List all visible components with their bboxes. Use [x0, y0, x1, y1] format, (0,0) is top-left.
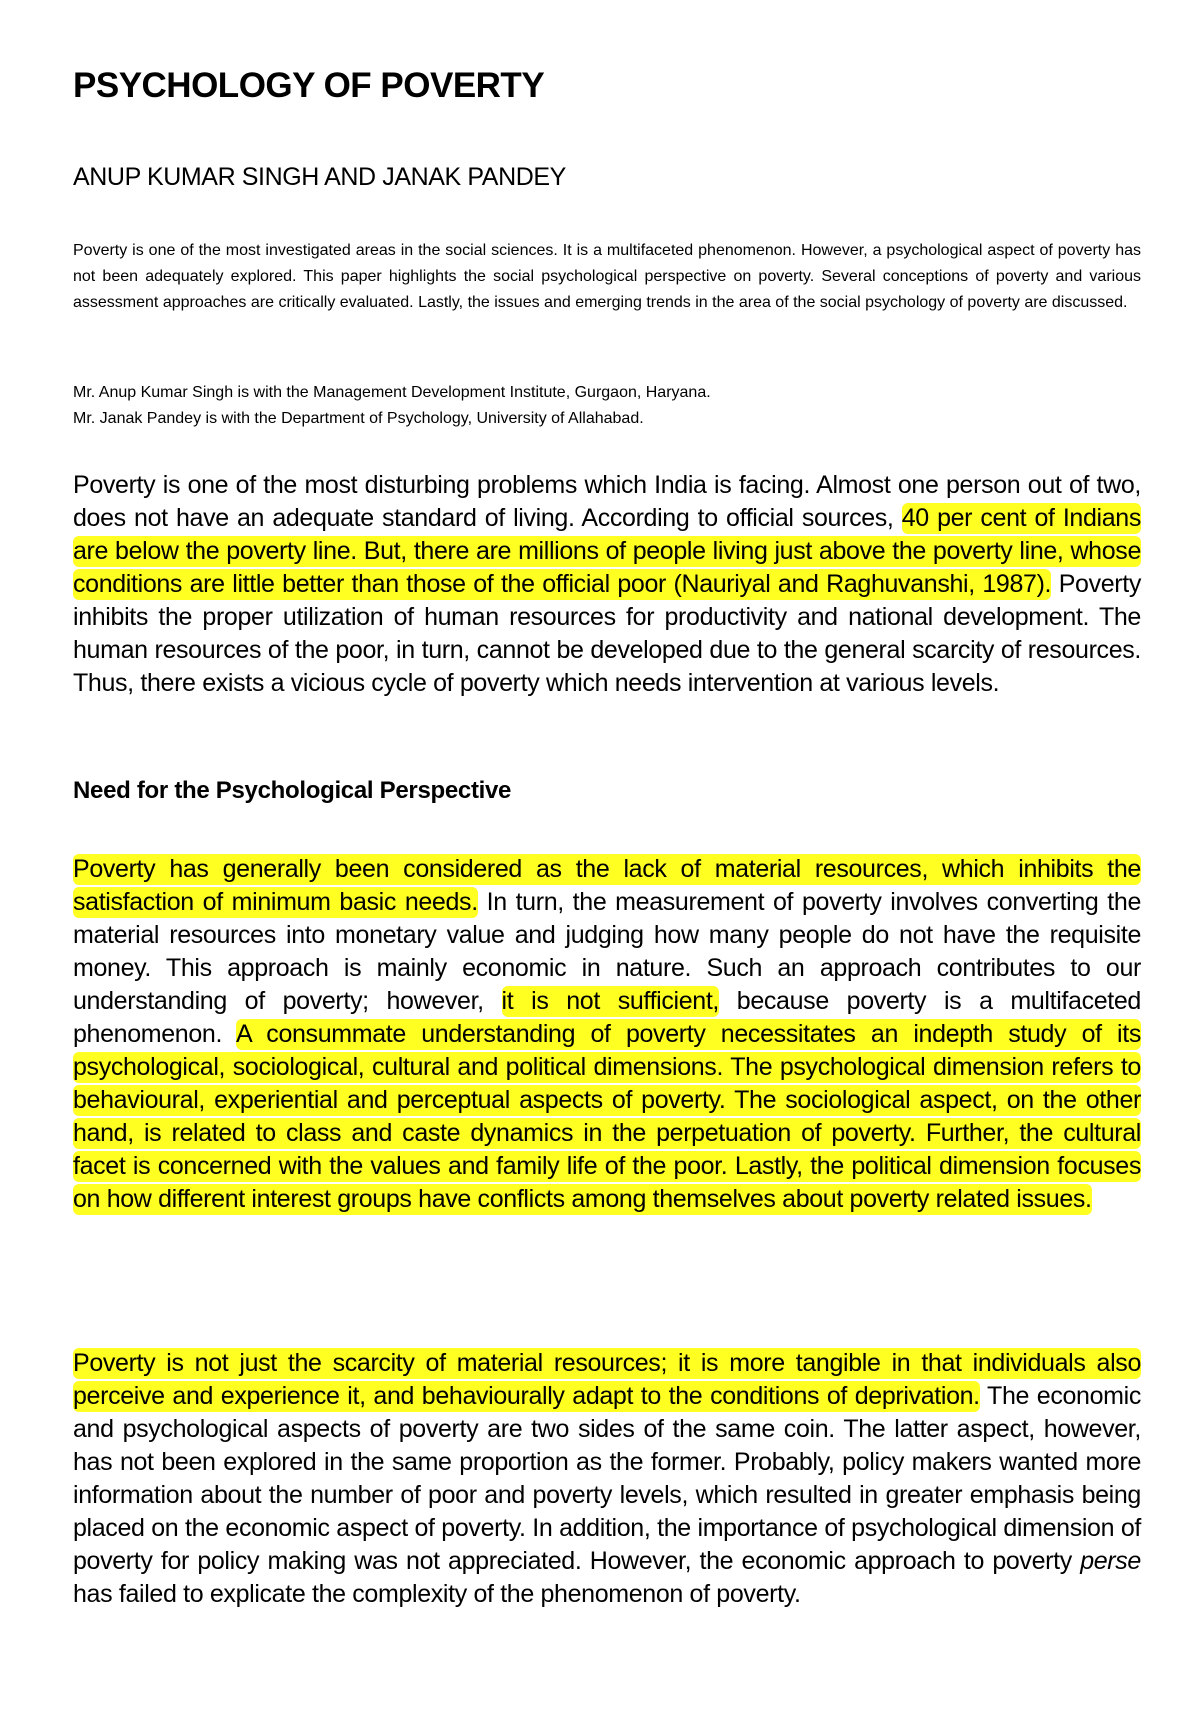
abstract: Poverty is one of the most investigated areas in the social sciences. It is a multifaceted phenomenon. However, a psychological aspect of poverty has not been adequately explored. This paper highlights the social psychological perspective on poverty. Several conceptions of poverty and various assessment approaches are critically evaluated. Lastly, the issues and emerging trends in the area of the social psychology of poverty are discussed.: [73, 242, 1141, 311]
paragraph-3-text-1: The economic and psychological aspects of poverty are two sides of the same coin. The latter aspect, however, has not been explored in the same proportion as the former. Probably, policy makers wanted more information about the number of poor and poverty levels, which resulted in greater emphasis being placed on the economic aspect of poverty. In addition, the importance of psychological dimension of poverty for policy making was not appreciated. However, the economic approach to poverty: [73, 1382, 1141, 1575]
paper-authors: ANUP KUMAR SINGH AND JANAK PANDEY: [73, 163, 566, 191]
paragraph-3: [73, 1347, 1141, 1611]
paragraph-2-highlight-2: it is not sufficient,: [501, 987, 720, 1015]
paragraph-2-text-1: In turn, the measurement of poverty involves converting the material resources into monetary value and judging how many people do not have the requisite money. This approach is mainly economic in nature. Such an approach contributes to our understanding of poverty; however,: [73, 888, 1141, 1015]
affiliation-singh: Mr. Anup Kumar Singh is with the Management Development Institute, Gurgaon, Haryana.: [73, 384, 711, 401]
paragraph-2-highlight-1: Poverty has generally been considered as the lack of material resources, which inhibits the satisfaction of minimum basic needs.: [73, 855, 1141, 916]
paragraph-2-highlight-3: A consummate understanding of poverty necessitates an indepth study of its psychological, sociological, cultural and political dimensions. The psychological dimension refers to behavioural, experiential and perceptual aspects of poverty. The sociological aspect, on the other hand, is related to class and caste dynamics in the perpetuation of poverty. Further, the cultural facet is concerned with the values and family life of the poor. Lastly, the political dimension focuses on how different interest groups have conflicts among themselves about poverty related issues.: [73, 1020, 1142, 1213]
affiliation-pandey: Mr. Janak Pandey is with the Department of Psychology, University of Allahabad.: [73, 410, 644, 427]
paragraph-1-text-2: Poverty inhibits the proper utilization of human resources for productivity and national development. The human resources of the poor, in turn, cannot be developed due to the general scarcity of resources. Thus, there exists a vicious cycle of poverty which needs intervention at various levels.: [73, 570, 1142, 697]
paper-title: PSYCHOLOGY OF POVERTY: [73, 66, 545, 105]
paragraph-2-text-2: because poverty is a multifaceted phenomenon.: [73, 987, 1141, 1048]
paragraph-1-highlight-1: 40 per cent of Indians are below the poverty line. But, there are millions of people living just above the poverty line, whose conditions are little better than those of the official poor (Nauriyal and Raghuvanshi, 1987).: [73, 504, 1141, 598]
paragraph-3-text-2: has failed to explicate the complexity of the phenomenon of poverty.: [73, 1580, 801, 1608]
paragraph-2: [73, 853, 1141, 1216]
paragraph-1: [73, 469, 1141, 700]
paragraph-1-text-1: Poverty is one of the most disturbing problems which India is facing. Almost one person out of two, does not have an adequate standard of living. According to official sources,: [73, 471, 1141, 532]
paragraph-3-highlight-1: Poverty is not just the scarcity of material resources; it is more tangible in that individuals also perceive and experience it, and behaviourally adapt to the conditions of deprivation.: [73, 1349, 1141, 1410]
section-heading: Need for the Psychological Perspective: [73, 777, 512, 804]
paragraph-3-emphasis: perse: [1080, 1547, 1141, 1575]
